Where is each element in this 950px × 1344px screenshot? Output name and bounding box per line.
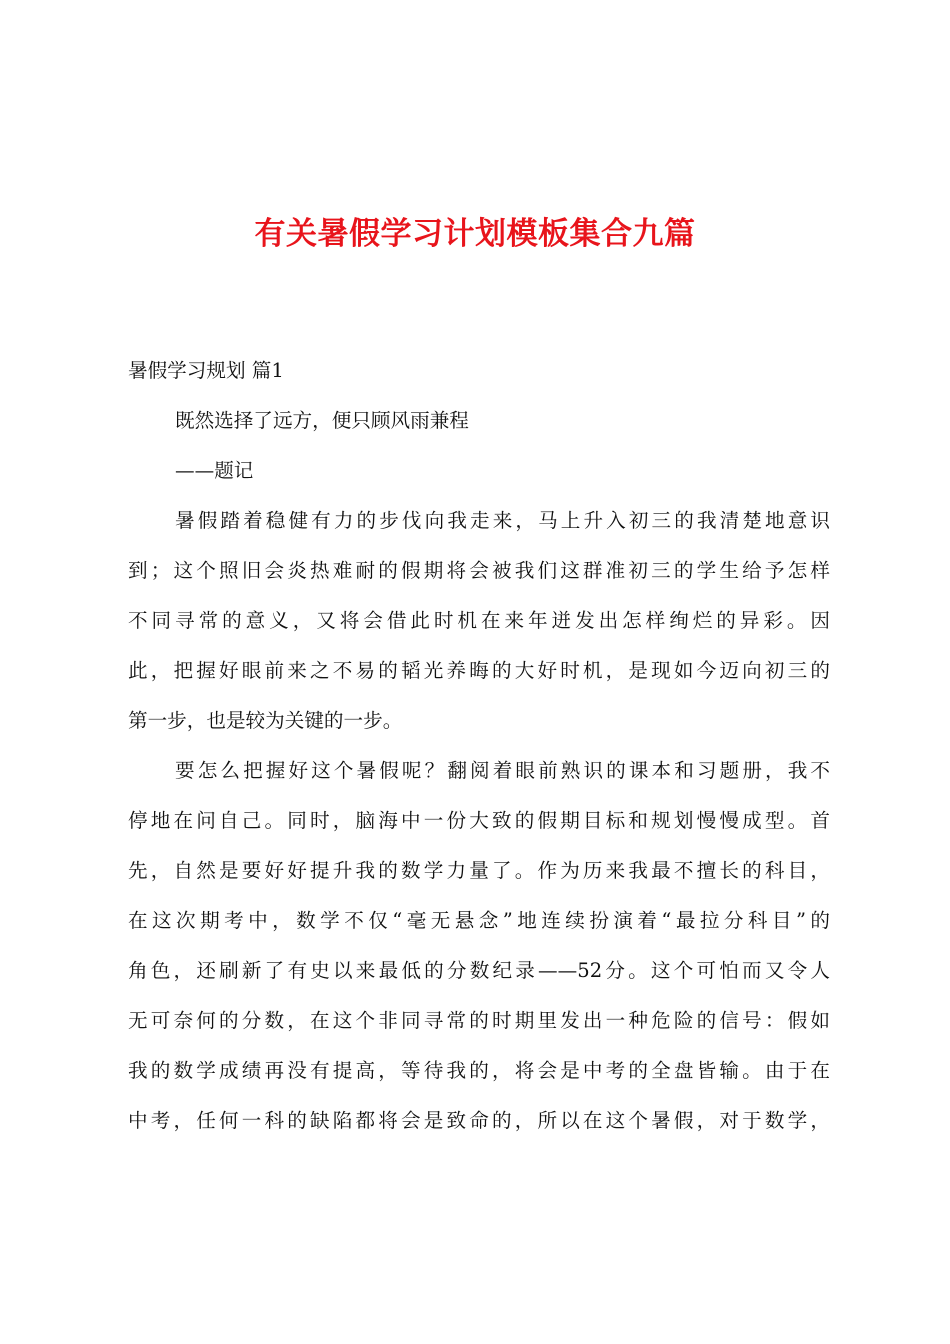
paragraph-2	[128, 746, 830, 1146]
section-heading: 暑假学习规划 篇1	[128, 359, 284, 382]
paragraph-line: 到；这个照旧会炎热难耐的假期将会被我们这群准初三的学生给予怎样	[128, 559, 830, 582]
document-title: 有关暑假学习计划模板集合九篇	[254, 216, 696, 252]
paragraph-line: 此，把握好眼前来之不易的韬光养晦的大好时机，是现如今迈向初三的	[128, 659, 830, 682]
paragraph-line: 第一步，也是较为关键的一步。	[128, 709, 403, 732]
paragraph-line: 要怎么把握好这个暑假呢？翻阅着眼前熟识的课本和习题册，我不	[175, 759, 830, 782]
document-body	[128, 346, 830, 1146]
paragraph-line: 先，自然是要好好提升我的数学力量了。作为历来我最不擅长的科目，	[128, 859, 830, 882]
paragraph-line: 停地在问自己。同时，脑海中一份大致的假期目标和规划慢慢成型。首	[128, 809, 830, 832]
paragraph-1	[128, 496, 830, 746]
epigraph: 既然选择了远方，便只顾风雨兼程	[175, 409, 469, 432]
paragraph-line: 角色，还刷新了有史以来最低的分数纪录——52分。这个可怕而又令人	[128, 959, 830, 982]
paragraph-line: 在这次期考中，数学不仅“毫无悬念”地连续扮演着“最拉分科目”的	[128, 909, 830, 932]
paragraph-line: 中考，任何一科的缺陷都将会是致命的，所以在这个暑假，对于数学，	[128, 1109, 830, 1132]
paragraph-line: 暑假踏着稳健有力的步伐向我走来，马上升入初三的我清楚地意识	[175, 509, 830, 532]
paragraph-line: 不同寻常的意义，又将会借此时机在来年迸发出怎样绚烂的异彩。因	[128, 609, 830, 632]
paragraph-line: 我的数学成绩再没有提高，等待我的，将会是中考的全盘皆输。由于在	[128, 1059, 830, 1082]
paragraph-line: 无可奈何的分数，在这个非同寻常的时期里发出一种危险的信号：假如	[128, 1009, 830, 1032]
epigraph-attribution: ——题记	[175, 459, 254, 482]
